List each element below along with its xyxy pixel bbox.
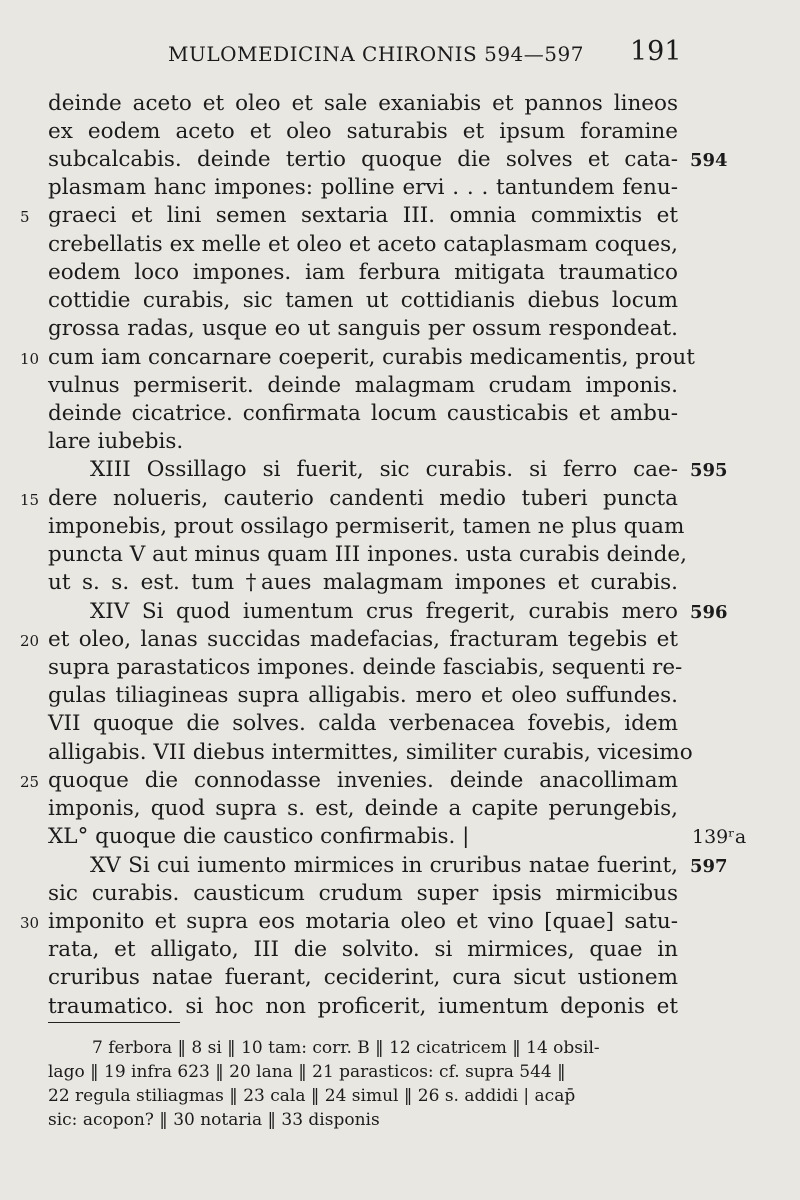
text-line: puncta V aut minus quam III inpones. usta curabis deinde, (48, 542, 687, 567)
text-line: grossa radas, usque eo ut sanguis per ossum respondeat. (48, 316, 678, 341)
text-line: traumatico. si hoc non proficerit, iumentum deponis et (48, 994, 678, 1019)
text-line: XL° quoque die caustico confirmabis. | (48, 824, 470, 849)
running-title: MULOMEDICINA CHIRONIS 594—597 (168, 42, 584, 66)
text-line: alligabis. VII diebus intermittes, similiter curabis, vicesimo (48, 740, 693, 765)
text-line: ut s. s. est. tum †aues malagmam impones et curabis. (48, 570, 678, 595)
page-number: 191 (630, 36, 682, 67)
text-line: subcalcabis. deinde tertio quoque die solves et cata- (48, 147, 678, 172)
text-line: lare iubebis. (48, 429, 184, 454)
chapter-number: 595 (690, 460, 728, 481)
text-line: imponebis, prout ossilago permiserit, tamen ne plus quam (48, 514, 685, 539)
text-line: et oleo, lanas succidas madefacias, fracturam tegebis et (48, 627, 678, 652)
apparatus-line: 7 ferbora ‖ 8 si ‖ 10 tam: corr. B ‖ 12 cicatricem ‖ 14 obsil- (92, 1038, 600, 1058)
apparatus-line: sic: acopon? ‖ 30 notaria ‖ 33 disponis (48, 1110, 380, 1130)
text-line: rata, et alligato, III die solvito. si mirmices, quae in (48, 937, 678, 962)
text-line: ex eodem aceto et oleo saturabis et ipsum foramine (48, 119, 678, 144)
text-line: vulnus permiserit. deinde malagmam crudam imponis. (48, 373, 678, 398)
apparatus-line: 22 regula stiliagmas ‖ 23 cala ‖ 24 simul ‖ 26 s. addidi | acap̄ (48, 1086, 576, 1106)
chapter-number: 594 (690, 150, 728, 171)
text-line: eodem loco impones. iam ferbura mitigata traumatico (48, 260, 678, 285)
text-line: graeci et lini semen sextaria III. omnia commixtis et (48, 203, 678, 228)
apparatus-line: lago ‖ 19 infra 623 ‖ 20 lana ‖ 21 parasticos: cf. supra 544 ‖ (48, 1062, 566, 1082)
line-number: 5 (20, 208, 30, 226)
text-line: cruribus natae fuerant, ceciderint, cura sicut ustionem (48, 965, 678, 990)
text-line: sic curabis. causticum crudum super ipsis mirmicibus (48, 881, 678, 906)
text-line: XIII Ossillago si fuerit, sic curabis. si ferro cae- (90, 457, 678, 482)
text-line: supra parastaticos impones. deinde fasciabis, sequenti re- (48, 655, 683, 680)
line-number: 10 (20, 350, 40, 368)
text-line: quoque die connodasse invenies. deinde anacollimam (48, 768, 678, 793)
folio-reference: 139ʳa (692, 826, 747, 848)
line-number: 15 (20, 491, 40, 509)
text-line: XV Si cui iumento mirmices in cruribus natae fuerint, (90, 853, 678, 878)
text-line: cottidie curabis, sic tamen ut cottidianis diebus locum (48, 288, 678, 313)
text-line: gulas tiliagineas supra alligabis. mero et oleo suffundes. (48, 683, 678, 708)
text-line: deinde aceto et oleo et sale exaniabis et pannos lineos (48, 91, 678, 116)
line-number: 20 (20, 632, 40, 650)
text-line: XIV Si quod iumentum crus fregerit, curabis mero (90, 599, 678, 624)
chapter-number: 596 (690, 602, 728, 623)
text-line: crebellatis ex melle et oleo et aceto cataplasmam coques, (48, 232, 678, 257)
line-number: 25 (20, 773, 40, 791)
text-line: dere nolueris, cauterio candenti medio tuberi puncta (48, 486, 678, 511)
footnote-divider (48, 1022, 180, 1023)
chapter-number: 597 (690, 856, 728, 877)
text-line: cum iam concarnare coeperit, curabis medicamentis, prout (48, 345, 695, 370)
page-header (0, 36, 800, 76)
text-line: VII quoque die solves. calda verbenacea fovebis, idem (48, 711, 678, 736)
text-line: imponis, quod supra s. est, deinde a capite perungebis, (48, 796, 678, 821)
line-number: 30 (20, 914, 40, 932)
text-line: plasmam hanc impones: polline ervi . . . tantundem fenu- (48, 175, 678, 200)
text-line: imponito et supra eos motaria oleo et vino [quae] satu- (48, 909, 678, 934)
text-line: deinde cicatrice. confirmata locum causticabis et ambu- (48, 401, 678, 426)
